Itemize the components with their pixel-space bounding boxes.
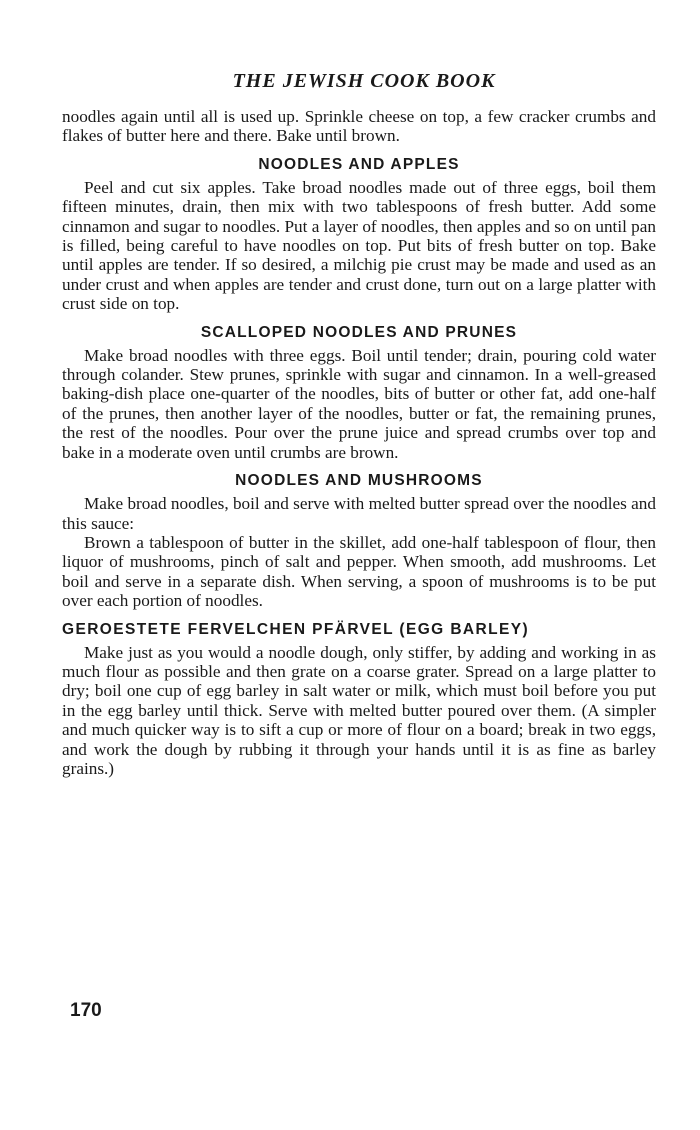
recipe-body-scalloped-noodles-and-prunes: Make broad noodles with three eggs. Boil until tender; drain, pouring cold water through colander. Stew prunes, sprinkle with sugar and cinnamon. In a well-greased baking-dish place one-quarter of the noodles, bits of butter or other fat, add one-half of the prunes, then another layer of the noodles, butter or fat, the remaining prunes, the rest of the noodles. Pour over the prune juice and spread crumbs over top and bake in a moderate oven until crumbs are brown. bbox=[62, 345, 656, 462]
running-head: THE JEWISH COOK BOOK bbox=[232, 70, 496, 92]
recipe-body-noodles-and-apples: Peel and cut six apples. Take broad noodles made out of three eggs, boil them fifteen minutes, drain, then mix with two tablespoons of fresh butter. Add some cinnamon and sugar to noodles. Put a layer of noodles, then apples and so on until pan is filled, being careful to have noodles on top. Put bits of fresh butter on top. Bake until apples are tender. If so desired, a milchig pie crust may be made and used as an under crust and when apples are tender and crust done, turn out on a large platter with crust side on top. bbox=[62, 177, 656, 314]
page-number: 170 bbox=[70, 1000, 102, 1021]
book-page bbox=[62, 70, 656, 1110]
recipe-title-scalloped-noodles-and-prunes: SCALLOPED NOODLES AND PRUNES bbox=[200, 323, 518, 341]
recipe-title-egg-barley: GEROESTETE FERVELCHEN PFÄRVEL (EGG BARLEY) bbox=[62, 620, 530, 638]
recipe-title-noodles-and-apples: NOODLES AND APPLES bbox=[258, 155, 460, 173]
continuation-paragraph: noodles again until all is used up. Sprinkle cheese on top, a few cracker crumbs and flakes of butter here and there. Bake until brown. bbox=[62, 107, 656, 146]
recipe-title-noodles-and-mushrooms: NOODLES AND MUSHROOMS bbox=[235, 472, 483, 490]
recipe-body-egg-barley: Make just as you would a noodle dough, only stiffer, by adding and working in as much flour as possible and then grate on a coarse grater. Spread on a large platter to dry; boil one cup of egg barley in salt water or milk, which must boil before you put in the egg barley until thick. Serve with melted butter poured over them. (A simpler and much quicker way is to sift a cup or more of flour on a board; break in two eggs, and work the dough by rubbing it through your hands until it is as fine as barley grains.) bbox=[62, 642, 656, 778]
recipe-body-mushroom-sauce: Brown a tablespoon of butter in the skillet, add one-half tablespoon of flour, then liquor of mushrooms, pinch of salt and pepper. When smooth, add mushrooms. Let boil and serve in a separate dish. When serving, a spoon of mushrooms is to be put over each portion of noodles. bbox=[62, 532, 656, 611]
recipe-body-noodles-and-mushrooms: Make broad noodles, boil and serve with melted butter spread over the noodles and this sauce: bbox=[62, 494, 656, 533]
